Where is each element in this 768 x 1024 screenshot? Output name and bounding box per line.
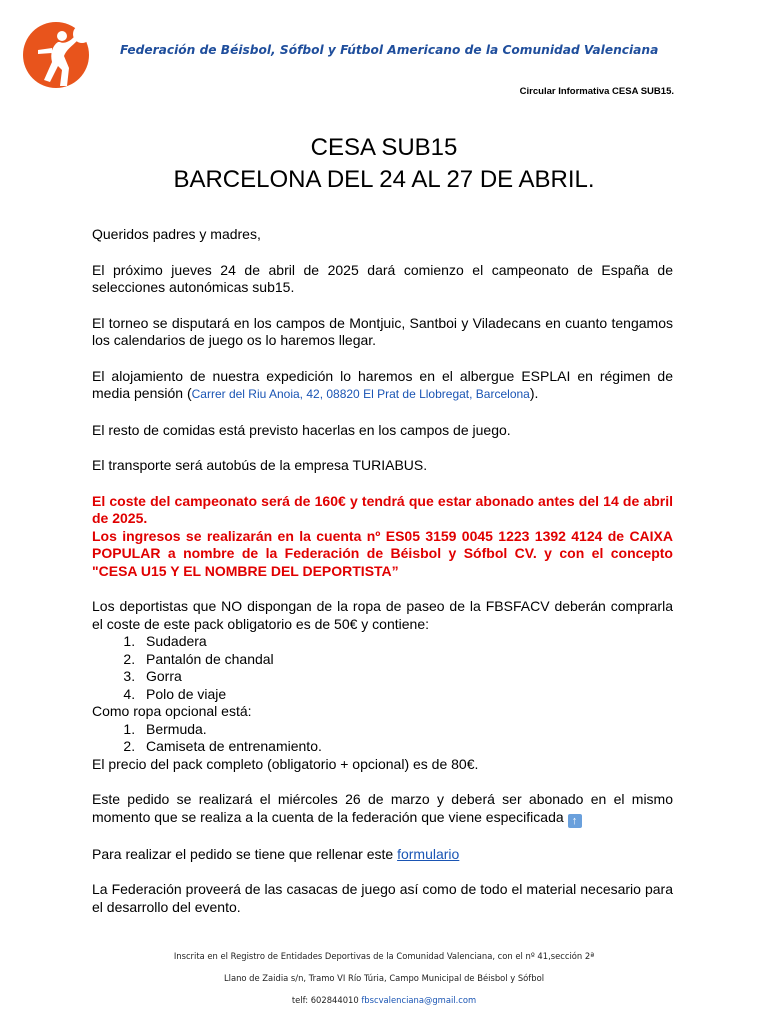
footer-email[interactable]: fbscvalenciana@gmail.com (361, 995, 477, 1005)
up-arrow-icon: ↑ (568, 814, 582, 828)
greeting: Queridos padres y madres, (92, 226, 261, 242)
accommodation-text: El alojamiento de nuestra expedición lo haremos en el albergue ESPLAI en régimen de media pensión ( (92, 367, 673, 401)
circular-label: Circular Informativa CESA SUB15. (519, 86, 674, 97)
batter-logo-icon (22, 20, 94, 88)
paragraph-form (92, 846, 673, 864)
accommodation-text-end: ). (529, 385, 539, 401)
footer-phone: telf: 602844010 (291, 995, 359, 1005)
paragraph-meals: El resto de comidas está previsto hacerlas en los campos de juego. (92, 421, 511, 438)
list-item: 3. Gorra (139, 668, 673, 686)
order-date-text: Este pedido se realizará el miércoles 26 de marzo y deberá ser abonado en el mismo momento que se realiza a la cuenta de la federación que viene especificada (92, 791, 673, 825)
document-title: CESA SUB15 (310, 134, 458, 161)
payment-notice (92, 493, 673, 581)
list-item: 2. Camiseta de entrenamiento. (139, 738, 673, 756)
list-item: 1. Sudadera (139, 633, 673, 651)
list-item: 1. Bermuda. (139, 721, 673, 739)
federation-logo (22, 20, 94, 88)
paragraph-start-date: El próximo jueves 24 de abril de 2025 dará comienzo el campeonato de España de selecciones autonómicas sub15. (92, 261, 673, 295)
paragraph-clothing: Los deportistas que NO dispongan de la ropa de paseo de la FBSFACV deberán comprarla el coste de este pack obligatorio es de 50€ y contiene: (92, 598, 673, 632)
footer-address: Llano de Zaidia s/n, Tramo VI Río Túria, Campo Municipal de Béisbol y Sófbol (223, 973, 545, 983)
mandatory-items-list (92, 633, 673, 703)
paragraph-accommodation (92, 368, 673, 404)
list-item: 4. Polo de viaje (139, 686, 673, 704)
organization-name: Federación de Béisbol, Sófbol y Fútbol Americano de la Comunidad Valenciana (120, 43, 659, 57)
letter-body (92, 226, 673, 934)
bank-account-notice: Los ingresos se realizarán en la cuenta nº ES05 3159 0045 1223 1392 4124 de CAIXA POPULAR a nombre de la Federación de Béisbol y Sófbol CV. y con el concepto "CESA U15 Y EL NOMBRE DEL DEPORTISTA” (92, 527, 673, 579)
document-subtitle: BARCELONA DEL 24 AL 27 DE ABRIL. (173, 166, 595, 193)
optional-intro: Como ropa opcional está: (92, 703, 252, 719)
paragraph-order-date (92, 791, 673, 828)
paragraph-pack-price: El precio del pack completo (obligatorio + opcional) es de 80€. (92, 755, 479, 772)
cost-notice: El coste del campeonato será de 160€ y tendrá que estar abonado antes del 14 de abril de 2025. (92, 492, 673, 526)
paragraph-venues: El torneo se disputará en los campos de Montjuic, Santboi y Viladecans en cuanto tengamos los calendarios de juego os lo haremos llegar. (92, 314, 673, 348)
footer-registry: Inscrita en el Registro de Entidades Deportivas de la Comunidad Valenciana, con el nº 41,sección 2ª (173, 951, 595, 961)
list-item: 2. Pantalón de chandal (139, 651, 673, 669)
optional-items-list (92, 721, 673, 756)
paragraph-transport: El transporte será autobús de la empresa TURIABUS. (92, 457, 428, 473)
form-text: Para realizar el pedido se tiene que rellenar este (92, 845, 394, 862)
paragraph-equipment: La Federación proveerá de las casacas de juego así como de todo el material necesario para el desarrollo del evento. (92, 881, 673, 915)
accommodation-address: Carrer del Riu Anoia, 42, 08820 El Prat de Llobregat, Barcelona (191, 387, 530, 401)
form-link[interactable]: formulario (397, 845, 460, 862)
footer-contact (0, 995, 768, 1005)
